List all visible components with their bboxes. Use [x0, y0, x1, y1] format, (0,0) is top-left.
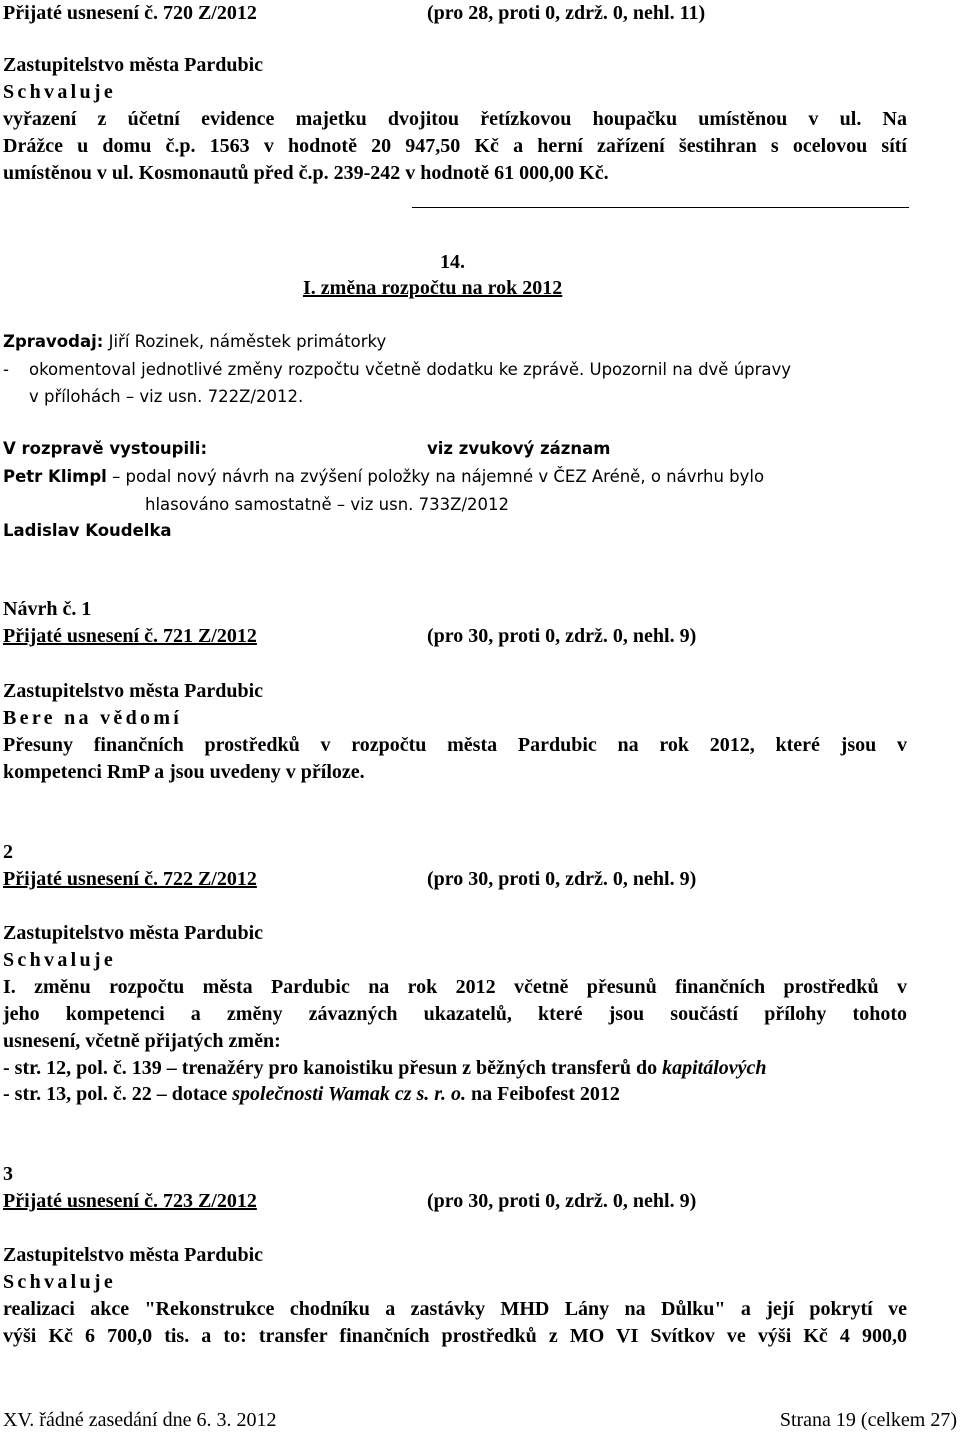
- resolution-721-votes: (pro 30, proti 0, zdrž. 0, nehl. 9): [427, 625, 697, 647]
- resolution-720-verb: Schvaluje: [3, 81, 117, 103]
- resolution-722-verb: Schvaluje: [3, 949, 117, 971]
- speaker-line: [3, 467, 764, 486]
- bullet-text-line: okomentoval jednotlivé změny rozpočtu včetně dodatku ke zprávě. Upozornil na dvě úpravy: [29, 360, 792, 379]
- resolution-722-label: Přijaté usnesení č. 722 Z/2012: [3, 868, 257, 890]
- resolution-723-verb: Schvaluje: [3, 1271, 117, 1293]
- speaker-name: Petr Klimpl: [3, 467, 107, 486]
- proposal-heading: 3: [3, 1163, 13, 1185]
- resolution-722-change-item: [3, 1057, 767, 1080]
- resolution-721-label: Přijaté usnesení č. 721 Z/2012: [3, 625, 257, 647]
- footer-page-number: Strana 19 (celkem 27): [779, 1409, 957, 1431]
- change-item-text: - str. 12, pol. č. 139 – trenažéry pro kanoistiku přesun z běžných transferů do: [3, 1057, 663, 1079]
- resolution-722-text-line: usnesení, včetně přijatých změn:: [3, 1030, 281, 1052]
- change-item-emphasis: kapitálových: [662, 1057, 767, 1079]
- resolution-722-council: Zastupitelstvo města Pardubic: [3, 922, 263, 944]
- resolution-720-text-line: vyřazení z účetní evidence majetku dvojitou řetízkovou houpačku umístěnou v ul. Na: [3, 108, 907, 130]
- proposal-heading: 2: [3, 841, 13, 863]
- resolution-723-text-line: výši Kč 6 700,0 tis. a to: transfer finančních prostředků z MO VI Svítkov ve výši Kč 4 900,0: [3, 1325, 907, 1347]
- section-title: I. změna rozpočtu na rok 2012: [303, 277, 563, 299]
- reporter-line: [3, 332, 386, 351]
- resolution-723-label: Přijaté usnesení č. 723 Z/2012: [3, 1190, 257, 1212]
- resolution-723-council: Zastupitelstvo města Pardubic: [3, 1244, 263, 1266]
- resolution-721-verb: Bere na vědomí: [3, 707, 183, 729]
- debate-label: V rozpravě vystoupili:: [3, 439, 208, 458]
- bullet-dash: -: [3, 360, 9, 379]
- resolution-723-text-line: realizaci akce "Rekonstrukce chodníku a zastávky MHD Lány na Důlku" a její pokrytí ve: [3, 1298, 907, 1320]
- section-number: 14.: [440, 251, 465, 273]
- resolution-722-text-line: I. změnu rozpočtu města Pardubic na rok 2012 včetně přesunů finančních prostředků v: [3, 976, 907, 998]
- debate-value: viz zvukový záznam: [427, 439, 611, 458]
- resolution-722-change-item: [3, 1083, 620, 1106]
- resolution-720-label: Přijaté usnesení č. 720 Z/2012: [3, 2, 257, 24]
- change-item-text: na Feibofest 2012: [465, 1083, 620, 1105]
- resolution-720-text-line: Drážce u domu č.p. 1563 v hodnotě 20 947,50 Kč a herní zařízení šestihran s ocelovou sítí: [3, 135, 907, 157]
- resolution-721-text-line: Přesuny finančních prostředků v rozpočtu města Pardubic na rok 2012, které jsou v: [3, 734, 907, 756]
- proposal-heading: Návrh č. 1: [3, 598, 92, 620]
- resolution-720-council: Zastupitelstvo města Pardubic: [3, 54, 263, 76]
- resolution-722-votes: (pro 30, proti 0, zdrž. 0, nehl. 9): [427, 868, 697, 890]
- section-divider: [412, 207, 909, 208]
- footer-session: XV. řádné zasedání dne 6. 3. 2012: [3, 1409, 277, 1431]
- resolution-720-text-line: umístěnou v ul. Kosmonautů před č.p. 239-242 v hodnotě 61 000,00 Kč.: [3, 162, 609, 184]
- resolution-720-votes: (pro 28, proti 0, zdrž. 0, nehl. 11): [427, 2, 706, 24]
- reporter-label: Zpravodaj:: [3, 332, 104, 351]
- change-item-emphasis: společnosti Wamak cz s. r. o.: [232, 1083, 466, 1105]
- resolution-723-votes: (pro 30, proti 0, zdrž. 0, nehl. 9): [427, 1190, 697, 1212]
- reporter-name: Jiří Rozinek, náměstek primátorky: [108, 332, 387, 351]
- bullet-text-line: v přílohách – viz usn. 722Z/2012.: [29, 387, 304, 406]
- speaker-note: – podal nový návrh na zvýšení položky na nájemné v ČEZ Aréně, o návrhu bylo: [112, 467, 765, 486]
- speaker-name: Ladislav Koudelka: [3, 521, 172, 540]
- change-item-text: - str. 13, pol. č. 22 – dotace: [3, 1083, 233, 1105]
- speaker-note-line: hlasováno samostatně – viz usn. 733Z/2012: [145, 495, 509, 514]
- resolution-722-text-line: jeho kompetenci a změny závazných ukazatelů, které jsou součástí přílohy tohoto: [3, 1003, 907, 1025]
- resolution-721-council: Zastupitelstvo města Pardubic: [3, 680, 263, 702]
- resolution-721-text-line: kompetenci RmP a jsou uvedeny v příloze.: [3, 761, 365, 783]
